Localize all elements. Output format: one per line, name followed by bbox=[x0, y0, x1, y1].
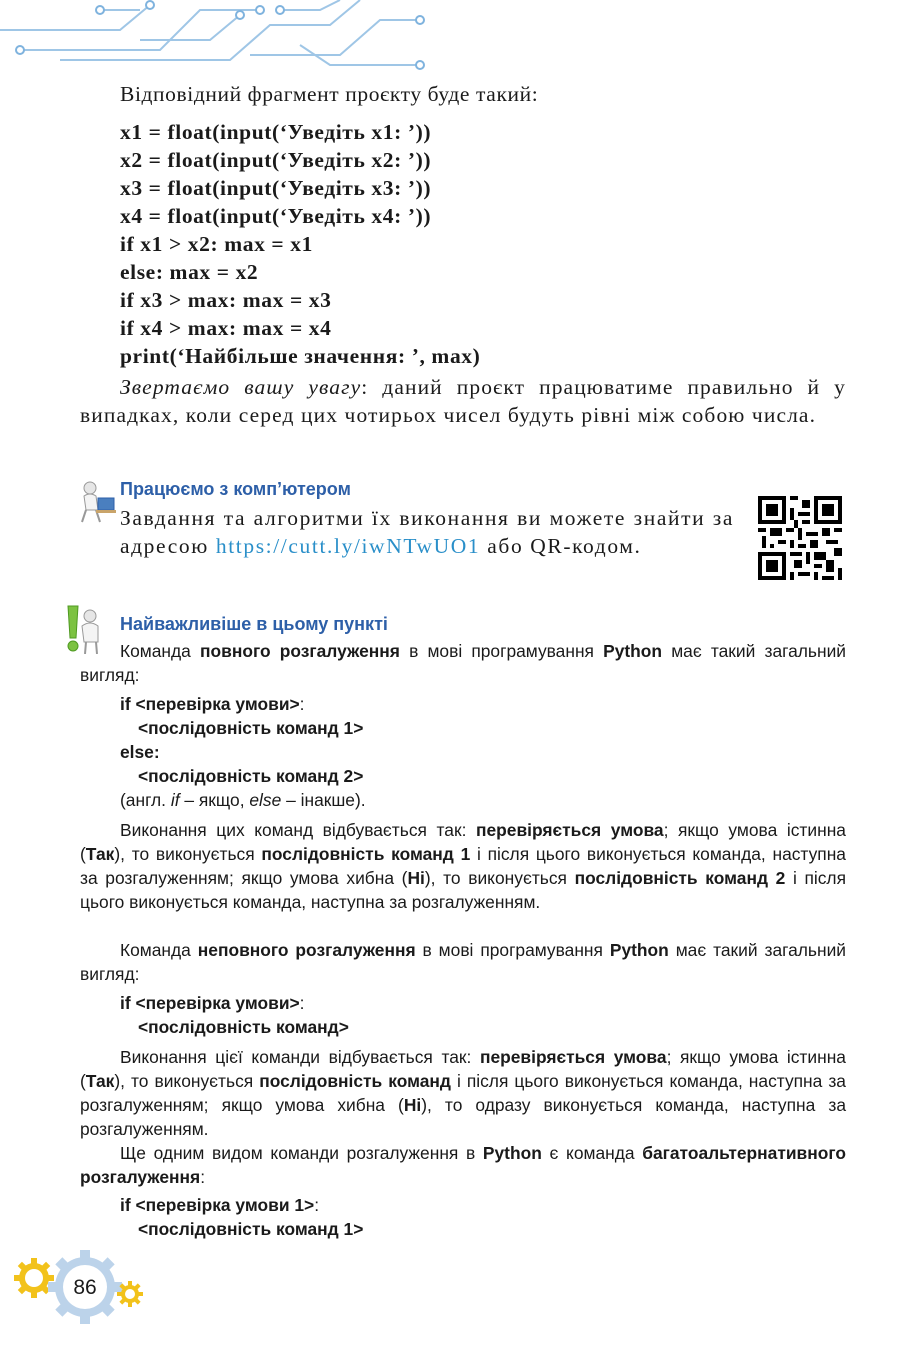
code-line: x4 = float(input(‘Уведіть x4: ’)) bbox=[120, 204, 432, 228]
term-seq: послідовність команд bbox=[259, 1071, 451, 1091]
paragraph-full-execution bbox=[80, 818, 846, 914]
note-text: : даний проєкт працюватиме правильно й у випадках, коли серед цих чотирьох чисел будуть рівні між собою числа. bbox=[80, 375, 846, 427]
text-span: (англ. bbox=[120, 790, 171, 810]
term-seq1: послідовність команд 1 bbox=[261, 844, 471, 864]
term-seq2: послідовність команд 2 bbox=[574, 868, 786, 888]
paragraph-partial-execution bbox=[80, 1045, 846, 1141]
text-span: – якщо, bbox=[179, 790, 250, 810]
text-span: має такий загальний вигляд: bbox=[80, 940, 847, 984]
text-span: є команда bbox=[541, 1143, 643, 1163]
term-check-condition: перевіряється умова bbox=[479, 1047, 667, 1067]
text-span: в мові програмування bbox=[415, 940, 610, 960]
code-line: print(‘Найбільше значення: ’, max) bbox=[120, 344, 481, 368]
term-yes: Так bbox=[85, 1071, 115, 1091]
syntax-else: else: bbox=[120, 742, 160, 762]
syntax-if: if <перевірка умови> bbox=[120, 694, 300, 714]
text-span: ), то виконується bbox=[424, 868, 575, 888]
text-span: ), то одразу виконується команда, наступна за розгалуженням. bbox=[80, 1095, 846, 1139]
person-at-computer-icon bbox=[78, 480, 116, 524]
term-python: Python bbox=[482, 1143, 542, 1163]
syntax-colon: : bbox=[299, 993, 305, 1013]
term-if: if bbox=[170, 790, 180, 810]
text-span: Виконання цієї команди відбувається так: bbox=[120, 1047, 480, 1067]
term-python: Python bbox=[603, 641, 663, 661]
text-span: ), то виконується bbox=[114, 1071, 260, 1091]
task-link[interactable]: https://cutt.ly/iwNTwUO1 bbox=[215, 534, 481, 558]
text-span: і після цього виконується команда, наступна за розгалуженням; якщо умова хибна ( bbox=[80, 844, 846, 888]
section-title-key-points: Найважливіше в цьому пункті bbox=[120, 614, 388, 634]
term-no: Ні bbox=[403, 1095, 422, 1115]
text-span: і після цього виконується команда, наступна за розгалуженням; якщо умова хибна ( bbox=[80, 1071, 846, 1115]
text-span: – інакше). bbox=[281, 790, 366, 810]
partial-syntax-seq: <послідовність команд> bbox=[138, 1017, 349, 1037]
note-emphasis: Звертаємо вашу увагу bbox=[120, 375, 362, 399]
term-full-branching: повного розгалуження bbox=[200, 641, 400, 661]
text-span: Ще одним видом команди розгалуження в bbox=[120, 1143, 483, 1163]
computer-text-before: Завдання та алгоритми їх виконання ви можете знайти за адресою bbox=[120, 506, 734, 558]
multi-syntax-if-line bbox=[120, 1193, 319, 1217]
circuit-decoration bbox=[0, 0, 440, 70]
text-span: ), то виконується bbox=[114, 844, 262, 864]
text-span: має такий загальний вигляд: bbox=[80, 641, 846, 685]
syntax-if: if <перевірка умови 1> bbox=[120, 1195, 315, 1215]
text-span: ; якщо умова істинна ( bbox=[80, 1047, 846, 1091]
partial-syntax-if-line bbox=[120, 991, 305, 1015]
syntax-colon: : bbox=[299, 694, 305, 714]
term-yes: Так bbox=[85, 844, 115, 864]
term-no: Ні bbox=[407, 868, 425, 888]
text-span: : bbox=[200, 1167, 206, 1187]
syntax-if-line bbox=[120, 692, 305, 716]
code-line: x2 = float(input(‘Уведіть x2: ’)) bbox=[120, 148, 432, 172]
code-line: if x1 > x2: max = x1 bbox=[120, 232, 313, 256]
syntax-if: if <перевірка умови> bbox=[120, 993, 300, 1013]
paragraph-full-branching bbox=[80, 639, 846, 687]
code-line: x1 = float(input(‘Уведіть x1: ’)) bbox=[120, 120, 432, 144]
text-span: Команда bbox=[120, 641, 200, 661]
term-else: else bbox=[249, 790, 282, 810]
text-span: Виконання цих команд відбувається так: bbox=[120, 820, 476, 840]
syntax-colon: : bbox=[314, 1195, 320, 1215]
computer-task-text bbox=[120, 504, 734, 560]
text-span: і після цього виконується команда, наступна за розгалуженням. bbox=[80, 868, 846, 912]
paragraph-multi-branching bbox=[80, 1141, 846, 1189]
qr-code[interactable] bbox=[758, 496, 842, 580]
section-title-computer: Працюємо з комп’ютером bbox=[120, 479, 351, 499]
term-partial-branching: неповного розгалуження bbox=[197, 940, 416, 960]
code-listing bbox=[120, 118, 886, 370]
translation-note bbox=[120, 788, 366, 812]
term-multi-branching: багатоальтернативного розгалуження bbox=[80, 1143, 846, 1187]
page-number: 86 bbox=[73, 1276, 97, 1299]
computer-text-after: або QR-кодом. bbox=[480, 534, 642, 558]
code-line: if x4 > max: max = x4 bbox=[120, 316, 332, 340]
text-span: Команда bbox=[120, 940, 198, 960]
code-line: else: max = x2 bbox=[120, 260, 259, 284]
syntax-seq2: <послідовність команд 2> bbox=[138, 766, 364, 786]
code-line: if x3 > max: max = x3 bbox=[120, 288, 332, 312]
multi-syntax-seq1: <послідовність команд 1> bbox=[138, 1219, 364, 1239]
attention-note bbox=[80, 373, 846, 429]
code-line: x3 = float(input(‘Уведіть x3: ’)) bbox=[120, 176, 432, 200]
text-span: ; якщо умова істинна ( bbox=[80, 820, 846, 864]
term-check-condition: перевіряється умова bbox=[476, 820, 664, 840]
paragraph-partial-branching bbox=[80, 938, 846, 986]
intro-text: Відповідний фрагмент проєкту буде такий: bbox=[120, 82, 539, 106]
syntax-seq1: <послідовність команд 1> bbox=[138, 718, 364, 738]
text-span: в мові програмування bbox=[399, 641, 604, 661]
term-python: Python bbox=[609, 940, 669, 960]
